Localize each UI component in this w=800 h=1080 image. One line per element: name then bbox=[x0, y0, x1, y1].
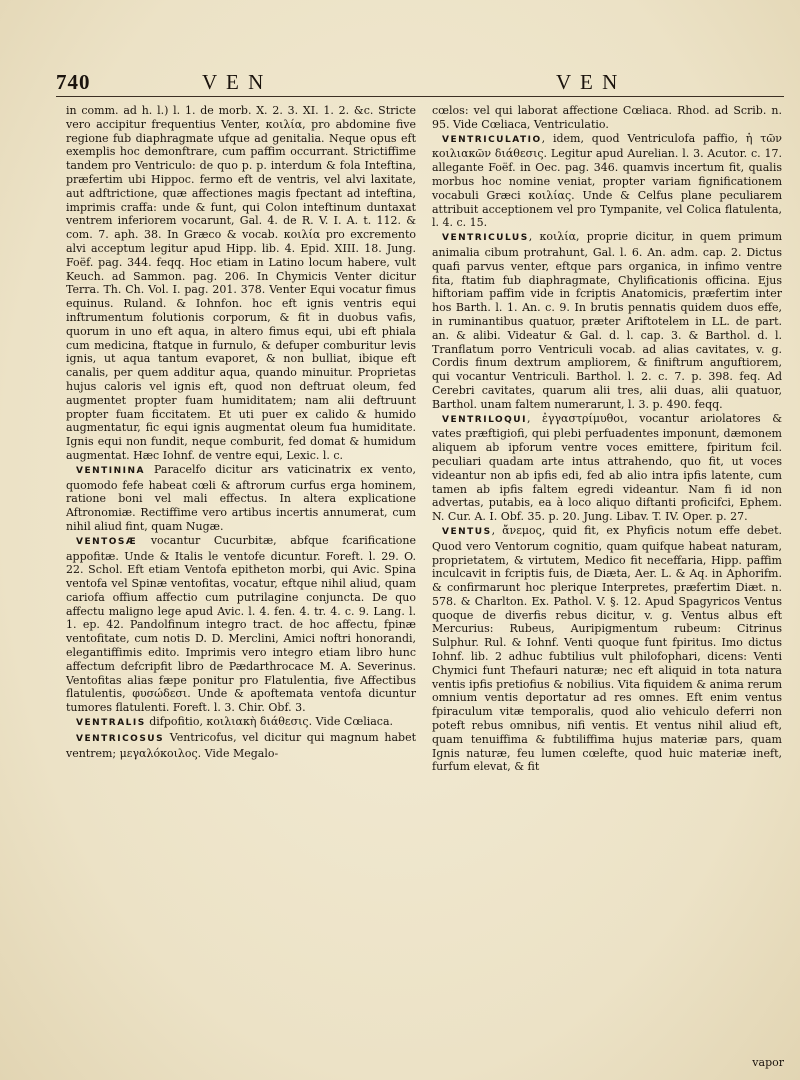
entry-text: , κοιλία, proprie dicitur, in quem primum animalia cibum protrahunt, Gal. l. 6. An. adm. cap. 2. Dictus quafi parvus venter, eftque pars organica, in infimo ventre fita, ftatim fub diaphragmate, Chylificationis officina. Ejus hiftoriam paffim vide in fcriptis Anatomicis, præfertim inter hos Barth. l. 1. An. c. 9. In brutis pennatis quidem duos effe, in ruminantibus quatuor, præter Ariftotelem in LL. de part. an. & alibi. Videatur & Gal. d. l. cap. 3. & Barthol. d. l. Tranflatum porro Ventriculi vocab. ad alias cavitates, v. g. Cordis finum dextrum ampliorem, & finiftrum anguftiorem, qui vocantur Ventriculi. Barthol. l. 2. c. 7. p. 398. feq. Ad Cerebri cavitates, quarum alii tres, alii duas, alii quatuor, Barthol. unam faltem numerarunt, l. 3. p. 490. feqq. bbox=[432, 230, 782, 411]
entry-headword: VENTOSÆ bbox=[76, 536, 138, 547]
entry-headword: VENTUS bbox=[442, 526, 492, 537]
entry-headword: VENTININA bbox=[76, 465, 146, 476]
entry-text: , idem, quod Ventriculofa paffio, ἡ τῶν κοιλιακῶν διάθεσις. Legitur apud Aurelian. l. 3. Acutor. c. 17. allegante Foëf. in Oec. pag. 346. quamvis incertum fit, qualis morbus hoc nomine veniat, propter variam fignificationem vocabuli Græci κοιλίας. Unde & Celfus plane peculiarem attribuit acceptionem vel pro Tympanite, vel Colica flatulenta, l. 4. c. 15. bbox=[432, 131, 782, 230]
entry-ventosae bbox=[66, 534, 416, 715]
entry-headword: VENTRICULUS bbox=[442, 233, 529, 244]
running-head-left: V E N bbox=[202, 70, 266, 94]
running-head-right: V E N bbox=[556, 70, 620, 94]
entry-headword: VENTRICOSUS bbox=[76, 733, 165, 744]
entry-text: , ἐγγαστρίμυθοι, vocantur ariolatores & vates præftigiofi, qui plebi perfuadentes imponunt, dæmonem aliquem ab ipforum ventre voces emittere, fpiritum fcil. peculiari quadam arte intus attrahendo, quo fit, ut voces videantur non ab ipfis edi, fed ab alio intra ipfis latente, cum tamen ab ipfis faltem egredi videantur. Nam fi id non advertas, putabis, ea à loco aliquo diftanti proficifci, Ephem. N. Cur. A. I. Obf. 35. p. 20. Jung. Libav. T. IV. Oper. p. 27. bbox=[432, 411, 782, 524]
entry-ventus bbox=[432, 524, 782, 774]
entry-ventinina bbox=[66, 463, 416, 534]
entry-ventricosus bbox=[66, 731, 416, 761]
entry-ventricosus-continuation bbox=[432, 104, 782, 132]
entry-text: Paracelfo dicitur ars vaticinatrix ex vento, quomodo fefe habeat cœli & aftrorum curfus erga hominem, ratione boni vel mali effectus. In altera explicatione Aftronomiæ. Rectiffime vero artibus incertis annumerat, cum nihil aliud fint, quam Nugæ. bbox=[66, 462, 416, 533]
entry-headword: VENTRALIS bbox=[76, 718, 146, 729]
entry-text: , ἄνεμος, quid fit, ex Phyficis notum effe debet. Quod vero Ventorum cognitio, quam quifque habeat naturam, proprietatem, & virtutem, Medico fit neceffaria, Hipp. paffim inculcavit in fcriptis fuis, de Diæta, Aer. L. & Aq. in Aphorifm. & confirmarunt hoc plerique Interpretes, præfertim Diæt. n. 578. & Charlton. Ex. Pathol. V. §. 12. Apud Spagyricos Ventus quoque de diverfis rebus dicitur, v. g. Ventus albus eft Mercurius: Rubeus, Auripigmentum rubeum: Citrinus Sulphur. Rul. & Iohnf. Venti quoque funt fpiritus. Imo dictus Iohnf. lib. 2 adhuc fubtilius vult philofophari, dicens: Venti Chymici funt Thefauri naturæ; nec eft aliquid in tota natura ventis ipfis pretiofius & nobilius. Vita fiquidem & anima rerum omnium ventis deportatur ad res omnes. Eft enim ventus fpiraculum vitæ temporalis, quod alio vehiculo deferri non poteft rebus omnibus, nifi ventis. Et ventus nihil aliud eft, quam tenuiffima & fubtiliffima hujus materiæ pars, quam Ignis naturæ, feu lumen cœlefte, quod huic materiæ ineft, furfum elevat, & fit bbox=[432, 523, 782, 774]
page-number: 740 bbox=[56, 70, 91, 94]
text-columns bbox=[56, 104, 784, 1080]
entry-ventralis bbox=[66, 715, 416, 731]
entry-text: cœlos: vel qui laborat affectione Cœliaca. Rhod. ad Scrib. n. 95. Vide Cœliaca, Ventriculatio. bbox=[432, 104, 782, 131]
entry-ventriculatio bbox=[432, 132, 782, 231]
entry-text: in comm. ad h. l.) l. 1. de morb. X. 2. 3. XI. 1. 2. &c. Stricte vero accipitur frequentius Venter, κοιλία, pro abdomine five regione fub diaphragmate ufque ad genitalia. Neque opus eft exemplis hoc demonftrare, cum paffim occurrant. Strictiffime tandem pro Ventriculo: de quo p. p. interdum & fola Inteftina, præfertim ubi Hippoc. fermo eft de ventris, vel alvi laxitate, aut adftrictione, quæ affectiones magis fpectant ad inteftina, imprimis craffa: unde & funt, qui Colon inteftinum duntaxat ventrem inferiorem vocarunt, Gal. 4. de R. V. I. A. t. 112. & com. 7. aph. 38. In Græco & vocab. κοιλία pro excremento alvi acceptum legitur apud Hipp. lib. 4. Epid. XIII. 18. Jung. Foëf. pag. 344. feqq. Hoc etiam in Latino locum habere, vult Keuch. ad Sammon. pag. 206. In Chymicis Venter dicitur Terra. Th. Ch. Vol. I. pag. 201. 378. Venter Equi vocatur fimus equinus. Ruland. & Iohnfon. hoc eft ignis ventris equi inftrumentum folutionis corporum, & fit in duobus vafis, quorum in uno eft aqua, in altero fimus equi, ubi eft phiala cum medicina, ftatque in furnulo, & defuper comburitur levis ignis, ut aqua tantum evaporet, & non bulliat, ibique eft canalis, per quem additur aqua, quando minuitur. Proprietas hujus caloris vel ignis eft, quod non deftruat oleum, fed augmentet propter fuam humiditatem; nam alii deftruunt propter fuam ficcitatem. Et uti puer ex calido & humido augmentatur, fic equi ignis augmentat oleum fua humiditate. Ignis equi non fundit, neque comburit, fed domat & humidum augmentat. Hæc Iohnf. de ventre equi, Lexic. l. c. bbox=[66, 104, 416, 462]
right-column bbox=[432, 104, 782, 774]
entry-headword: VENTRILOQUI bbox=[442, 414, 527, 425]
page-header bbox=[56, 70, 784, 97]
entry-text: difpofitio, κοιλιακὴ διάθεσις. Vide Cœliaca. bbox=[149, 715, 394, 729]
entry-text: vocantur Cucurbitæ, abfque fcarificatione appofitæ. Unde & Italis le ventofe dicuntur. Foreft. l. 29. O. 22. Schol. Eft etiam Ventofa epitheton morbi, qui Avic. Spina ventofa vel Spinæ ventofitas, vocatur, eftque nihil aliud, quam cariofa offium affectio cum putrilagine conjuncta. De quo affectu maligno lege apud Avic. l. 4. fen. 4. tr. 4. c. 9. Lang. l. 1. ep. 42. Pandolfinum integro tract. de hoc affectu, fpinæ ventofitate, cum notis D. D. Merclini, Amici noftri honorandi, elegantiffimis edito. Imprimis vero integro etiam libro hunc affectum defcripfit libro de Pædarthrocace M. A. Severinus. Ventofitas alias fæpe ponitur pro Flatulentia, five Affectibus flatulentis, φυσώδεσι. Unde & apoftemata ventofa dicuntur tumores flatulenti. Foreft. l. 3. Chir. Obf. 3. bbox=[66, 533, 416, 715]
entry-headword: VENTRICULATIO bbox=[442, 134, 542, 145]
entry-venter-continuation bbox=[66, 104, 416, 463]
catchword: vapor bbox=[752, 1056, 784, 1069]
entry-ventriculus bbox=[432, 230, 782, 411]
left-column bbox=[66, 104, 416, 760]
entry-text: Ventricofus, vel dicitur qui magnum habet ventrem; μεγαλόκοιλος. Vide Megalo- bbox=[66, 730, 417, 760]
entry-ventriloqui bbox=[432, 412, 782, 524]
